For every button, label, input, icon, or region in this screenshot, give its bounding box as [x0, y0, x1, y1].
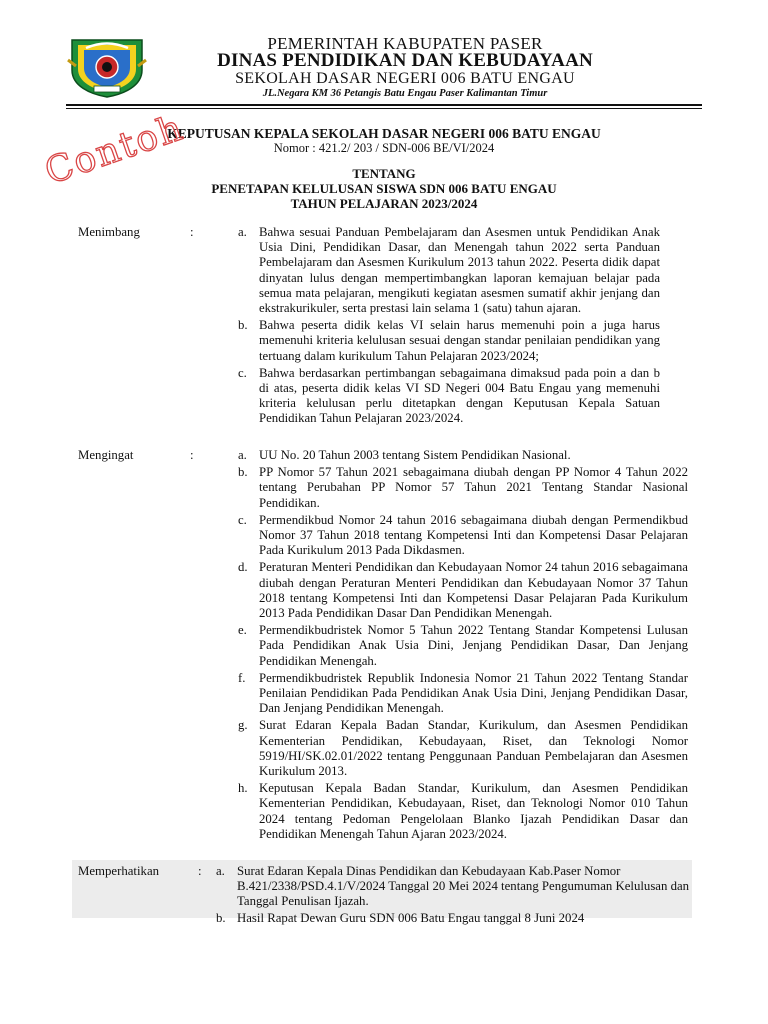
- kop-school: SEKOLAH DASAR NEGERI 006 BATU ENGAU: [235, 70, 575, 87]
- item-marker: b.: [238, 465, 248, 480]
- item-text: PP Nomor 57 Tahun 2021 sebagaimana diubah dengan PP Nomor 4 Tahun 2022 tentang Perubahan PP Nomor 57 Tahun 2021 Tentang Standar Nasional Pendidikan.: [259, 465, 688, 510]
- item-text: Permendikbudristek Nomor 5 Tahun 2022 Tentang Standar Kompetensi Lulusan Pada Pendidikan Anak Usia Dini, Jenjang Pendidikan Dasar, Dan Jenjang Pendidikan Menengah.: [259, 623, 688, 668]
- item-text: Permendikbudristek Republik Indonesia Nomor 21 Tahun 2022 Tentang Standar Penilaian Pendidikan Pada Pendidikan Anak Usia Dini, Jenjang Pendidikan Dasar, Dan Jenjang Pendidikan Menengah.: [259, 670, 688, 716]
- list-item: [238, 781, 688, 842]
- list-item: [238, 560, 688, 621]
- regency-emblem-icon: [66, 36, 148, 98]
- item-marker: e.: [238, 623, 247, 638]
- item-marker: g.: [238, 718, 248, 733]
- item-text: UU No. 20 Tahun 2003 tentang Sistem Pendidikan Nasional.: [259, 448, 571, 462]
- list-item: [238, 225, 660, 316]
- item-marker: a.: [238, 448, 247, 462]
- item-marker: a.: [238, 225, 247, 239]
- item-text: Permendikbud Nomor 24 tahun 2016 sebagaimana diubah dengan Permendikbud Nomor 37 Tahun 2018 tentang Kompetensi Inti dan Kompetensi Dasar Pelajaran Pada Kurikulum 2013 Pada Dikdasmen.: [259, 512, 688, 558]
- decree-subject-year: TAHUN PELAJARAN 2023/2024: [290, 196, 478, 211]
- list-item: [216, 864, 690, 910]
- decree-number: Nomor : 421.2/ 203 / SDN-006 BE/VI/2024: [273, 141, 495, 155]
- item-text: Peraturan Menteri Pendidikan dan Kebudayaan Nomor 24 tahun 2016 sebagaimana diubah dengan Peraturan Menteri Pendidikan dan Kebudayaan Nomor 37 Tahun 2018 tentang Kompetensi Inti dan Kompetensi Dasar Pelajaran Pada Kurikulum 2013 Pada Pendidikan Dasar Dan Pendidikan Menengah.: [259, 560, 688, 621]
- list-item: [238, 513, 688, 559]
- letterhead-rule-thin: [66, 108, 702, 109]
- item-text: Bahwa peserta didik kelas VI selain harus memenuhi poin a juga harus memenuhi kriteria kelulusan sesuai dengan standar penilaian pendidikan yang tertuang dalam kurikulum Tahun Pelajaran 2023/2024;: [259, 318, 660, 363]
- memperhatikan-colon: :: [198, 864, 202, 878]
- kop-agency: DINAS PENDIDIKAN DAN KEBUDAYAAN: [217, 50, 593, 71]
- item-marker: b.: [216, 910, 226, 925]
- contoh-watermark: Contoh: [40, 107, 190, 193]
- list-item: [238, 671, 688, 717]
- memperhatikan-list: [216, 864, 690, 927]
- item-marker: d.: [238, 560, 248, 575]
- letterhead-rule-thick: [66, 104, 702, 106]
- decree-tentang: TENTANG: [352, 166, 416, 181]
- list-item: [216, 911, 690, 926]
- menimbang-label: Menimbang: [78, 225, 140, 239]
- mengingat-list: [238, 448, 688, 844]
- item-marker: f.: [238, 670, 246, 685]
- memperhatikan-label: Memperhatikan: [78, 864, 160, 878]
- item-marker: b.: [238, 318, 248, 333]
- list-item: [238, 718, 688, 779]
- menimbang-list: [238, 225, 660, 429]
- item-text: Surat Edaran Kepala Badan Standar, Kurikulum, dan Asesmen Pendidikan Kementerian Pendidikan, Kebudayaan, Riset, dan Teknologi Nomor 5919/HI/SK.02.01/2022 tentang Penggunaan Panduan Pembelajaran dan Asesmen Kurikulum 2013.: [259, 718, 688, 779]
- menimbang-colon: :: [190, 225, 194, 239]
- decree-title: KEPUTUSAN KEPALA SEKOLAH DASAR NEGERI 006 BATU ENGAU: [167, 126, 601, 141]
- item-text: Bahwa berdasarkan pertimbangan sebagaimana dimaksud pada poin a dan b di atas, peserta didik kelas VI SD Negeri 004 Batu Engau yang memenuhi kriteria kelulusan perlu ditetapkan dengan Keputusan Kepala Satuan Pendidikan Tahun Pelajaran 2023/2024.: [259, 365, 660, 426]
- list-item: [238, 623, 688, 669]
- decree-subject: PENETAPAN KELULUSAN SISWA SDN 006 BATU ENGAU: [211, 181, 557, 196]
- kop-government: PEMERINTAH KABUPATEN PASER: [267, 34, 543, 53]
- item-text: Keputusan Kepala Badan Standar, Kurikulum, dan Asesmen Pendidikan Kementerian Pendidikan, Kebudayaan, Riset, dan Teknologi Nomor 010 Tahun 2024 tentang Pedoman Pengelolaan Blanko Ijazah Pendidikan Dasar dan Pendidikan Menengah Tahun Ajaran 2023/2024.: [259, 781, 688, 841]
- item-text: Hasil Rapat Dewan Guru SDN 006 Batu Engau tanggal 8 Juni 2024: [237, 910, 585, 925]
- item-text: Bahwa sesuai Panduan Pembelajaram dan Asesmen untuk Pendidikan Anak Usia Dini, Pendidikan Dasar, dan Menengah tahun 2022 serta Panduan Pembelajaram dan Asesmen Kurikulum 2013 tahun 2022. Peserta didik dapat dinyatan lulus dengan mempertimbangkan laporan kemajuan belajar pada semua mata pelajaran, mengikuti kegiatan asesmen sumatif akhir jenjang dan ekstrakurikuler, serta prestasi lain selama 1 (satu) tahun ajaran.: [259, 225, 660, 316]
- item-marker: h.: [238, 781, 248, 796]
- mengingat-colon: :: [190, 448, 194, 462]
- list-item: [238, 366, 660, 427]
- list-item: [238, 448, 688, 463]
- mengingat-label: Mengingat: [78, 448, 134, 462]
- item-text: Surat Edaran Kepala Dinas Pendidikan dan Kebudayaan Kab.Paser Nomor B.421/2338/PSD.4.1/V/2024 Tanggal 20 Mei 2024 tentang Pengumuman Kelulusan dan Tanggal Penulisan Ijazah.: [237, 864, 690, 909]
- item-marker: c.: [238, 365, 247, 380]
- list-item: [238, 465, 688, 511]
- item-marker: c.: [238, 512, 247, 527]
- list-item: [238, 318, 660, 364]
- item-marker: a.: [216, 864, 225, 878]
- kop-address: JL.Negara KM 36 Petangis Batu Engau Paser Kalimantan Timur: [262, 88, 548, 99]
